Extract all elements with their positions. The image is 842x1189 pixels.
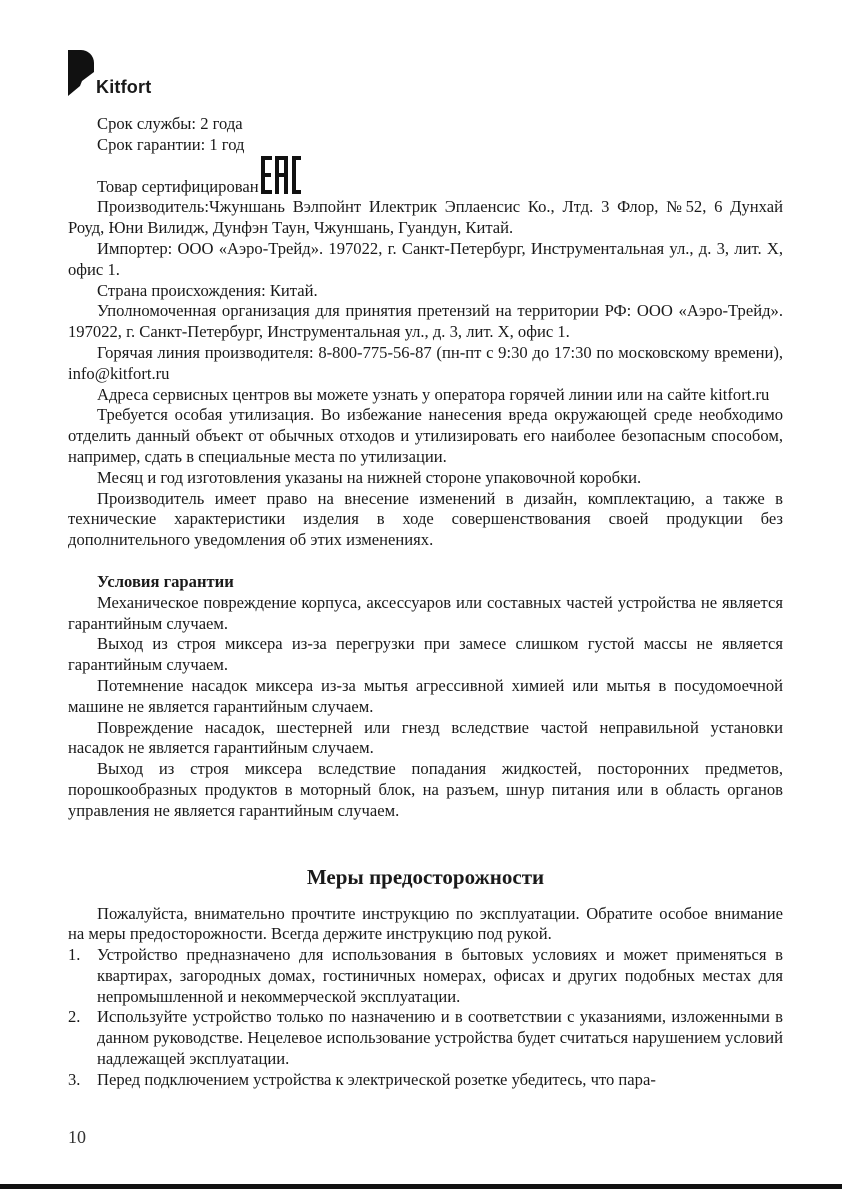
changes-notice: Производитель имеет право на внесение изменений в дизайн, комплектацию, а также в технические характеристики изделия в ходе совершенствования своей продукции без дополнительного уведомления об этих изменениях. (68, 488, 783, 550)
list-item-number: 1. (68, 945, 81, 965)
warranty-period: Срок гарантии: 1 год (97, 134, 245, 154)
precautions-heading: Меры предосторожности (306, 864, 545, 889)
certified-text: Товар сертифицирован (97, 176, 259, 196)
precautions-list (68, 945, 783, 1091)
manufacturer-info: Производитель:Чжуншань Вэлпойнт Илектрик Эплаенсис Ко., Лтд. 3 Флор, №52, 6 Дунхай Роуд, Юни Вилидж, Дунфэн Таун, Чжуншань, Гуандун, Китай. (68, 197, 783, 238)
warranty-condition-item: Механическое повреждение корпуса, аксессуаров или составных частей устройства не является гарантийным случаем. (68, 592, 783, 633)
warranty-condition-item: Выход из строя миксера вследствие попадания жидкостей, посторонних предметов, порошкообразных продуктов в моторный блок, на разъем, шнур питания или в область органов управления не является гарантийным случаем. (68, 759, 783, 820)
disposal-info: Требуется особая утилизация. Во избежание нанесения вреда окружающей среде необходимо отделить данный объект от обычных отходов и утилизировать его наиболее безопасным способом, например, сдать в специальные места по утилизации. (68, 405, 783, 466)
eac-mark-icon (261, 156, 301, 194)
warranty-condition-item: Повреждение насадок, шестерней или гнезд вследствие частой неправильной установки насадок не является гарантийным случаем. (68, 717, 783, 758)
list-item-text: Перед подключением устройства к электрической розетке убедитесь, что пара- (97, 1069, 656, 1089)
certified-row (97, 156, 783, 198)
kitfort-logo-icon (68, 50, 94, 96)
list-item (68, 945, 783, 1007)
list-item-number: 3. (68, 1069, 81, 1089)
importer-info: Импортер: ООО «Аэро-Трейд». 197022, г. Санкт-Петербург, Инструментальная ул., д. 3, лит. Х, офис 1. (68, 238, 783, 279)
page-content (68, 114, 783, 1091)
service-centers-info: Адреса сервисных центров вы можете узнать у оператора горячей линии или на сайте kitfort.ru (97, 384, 770, 404)
authorized-organization: Уполномоченная организация для принятия претензий на территории РФ: ООО «Аэро-Трейд». 197022, г. Санкт-Петербург, Инструментальная ул., д. 3, лит. Х, офис 1. (68, 301, 783, 342)
kitfort-logo (68, 50, 178, 100)
brand-name: Kitfort (96, 77, 152, 97)
precautions-intro: Пожалуйста, внимательно прочтите инструкцию по эксплуатации. Обратите особое внимание на меры предосторожности. Всегда держите инструкцию под рукой. (68, 903, 783, 944)
list-item-text: Используйте устройство только по назначению и в соответствии с указаниями, изложенными в данном руководстве. Нецелевое использование устройства будет считаться нарушением условий надлежащей эксплуатации. (97, 1007, 783, 1069)
manufacture-date-info: Месяц и год изготовления указаны на нижней стороне упаковочной коробки. (97, 467, 642, 487)
bottom-divider (0, 1184, 842, 1189)
country-of-origin: Страна происхождения: Китай. (97, 280, 318, 300)
warranty-condition-item: Выход из строя миксера из-за перегрузки при замесе слишком густой массы не является гарантийным случаем. (68, 634, 783, 675)
list-item-text: Устройство предназначено для использования в бытовых условиях и может применяться в квартирах, загородных домах, гостиничных номерах, офисах и других подобных местах для непромышленной и некоммерческой эксплуатации. (97, 945, 783, 1006)
list-item-number: 2. (68, 1007, 81, 1027)
hotline-info: Горячая линия производителя: 8-800-775-56-87 (пн-пт с 9:30 до 17:30 по московскому времени), info@kitfort.ru (68, 342, 783, 383)
list-item (68, 1070, 783, 1091)
list-item (68, 1007, 783, 1069)
page-number: 10 (68, 1127, 86, 1147)
info-header-block (68, 114, 783, 197)
warranty-condition-item: Потемнение насадок миксера из-за мытья агрессивной химией или мытья в посудомоечной машине не является гарантийным случаем. (68, 675, 783, 716)
warranty-conditions-heading: Условия гарантии (97, 571, 234, 591)
service-life: Срок службы: 2 года (97, 114, 243, 133)
